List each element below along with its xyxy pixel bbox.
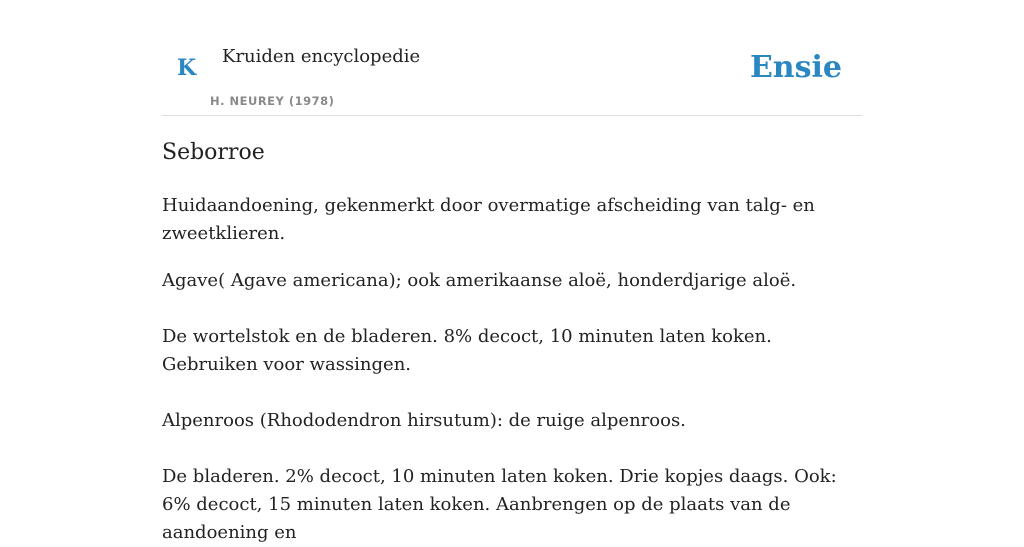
entry-paragraph: Alpenroos (Rhododendron hirsutum): de ruige alpenroos. (162, 410, 686, 431)
page-header (162, 0, 862, 116)
page (162, 0, 862, 543)
entry-paragraph: De bladeren. 2% decoct, 10 minuten laten koken. Drie kopjes daags. Ook: 6% decoct, 15 minuten laten koken. Aanbrengen op de plaats van de aandoening en (162, 466, 837, 543)
book-author: H. NEUREY (1978) (210, 94, 335, 108)
entry-title: Seborroe (162, 140, 265, 165)
entry-paragraph: Agave( Agave americana); ook amerikaanse aloë, honderdjarige aloë. (162, 270, 797, 291)
entry-paragraph: De wortelstok en de bladeren. 8% decoct, 10 minuten laten koken. Gebruiken voor wassingen. (162, 326, 772, 375)
book-title[interactable]: Kruiden encyclopedie (222, 46, 421, 67)
entry-body (162, 192, 862, 547)
entry-definition: Huidaandoening, gekenmerkt door overmatige afscheiding van talg- en zweetklieren. (162, 195, 815, 244)
book-logo[interactable]: K (177, 55, 197, 81)
ensie-logo[interactable]: Ensie (749, 50, 842, 85)
